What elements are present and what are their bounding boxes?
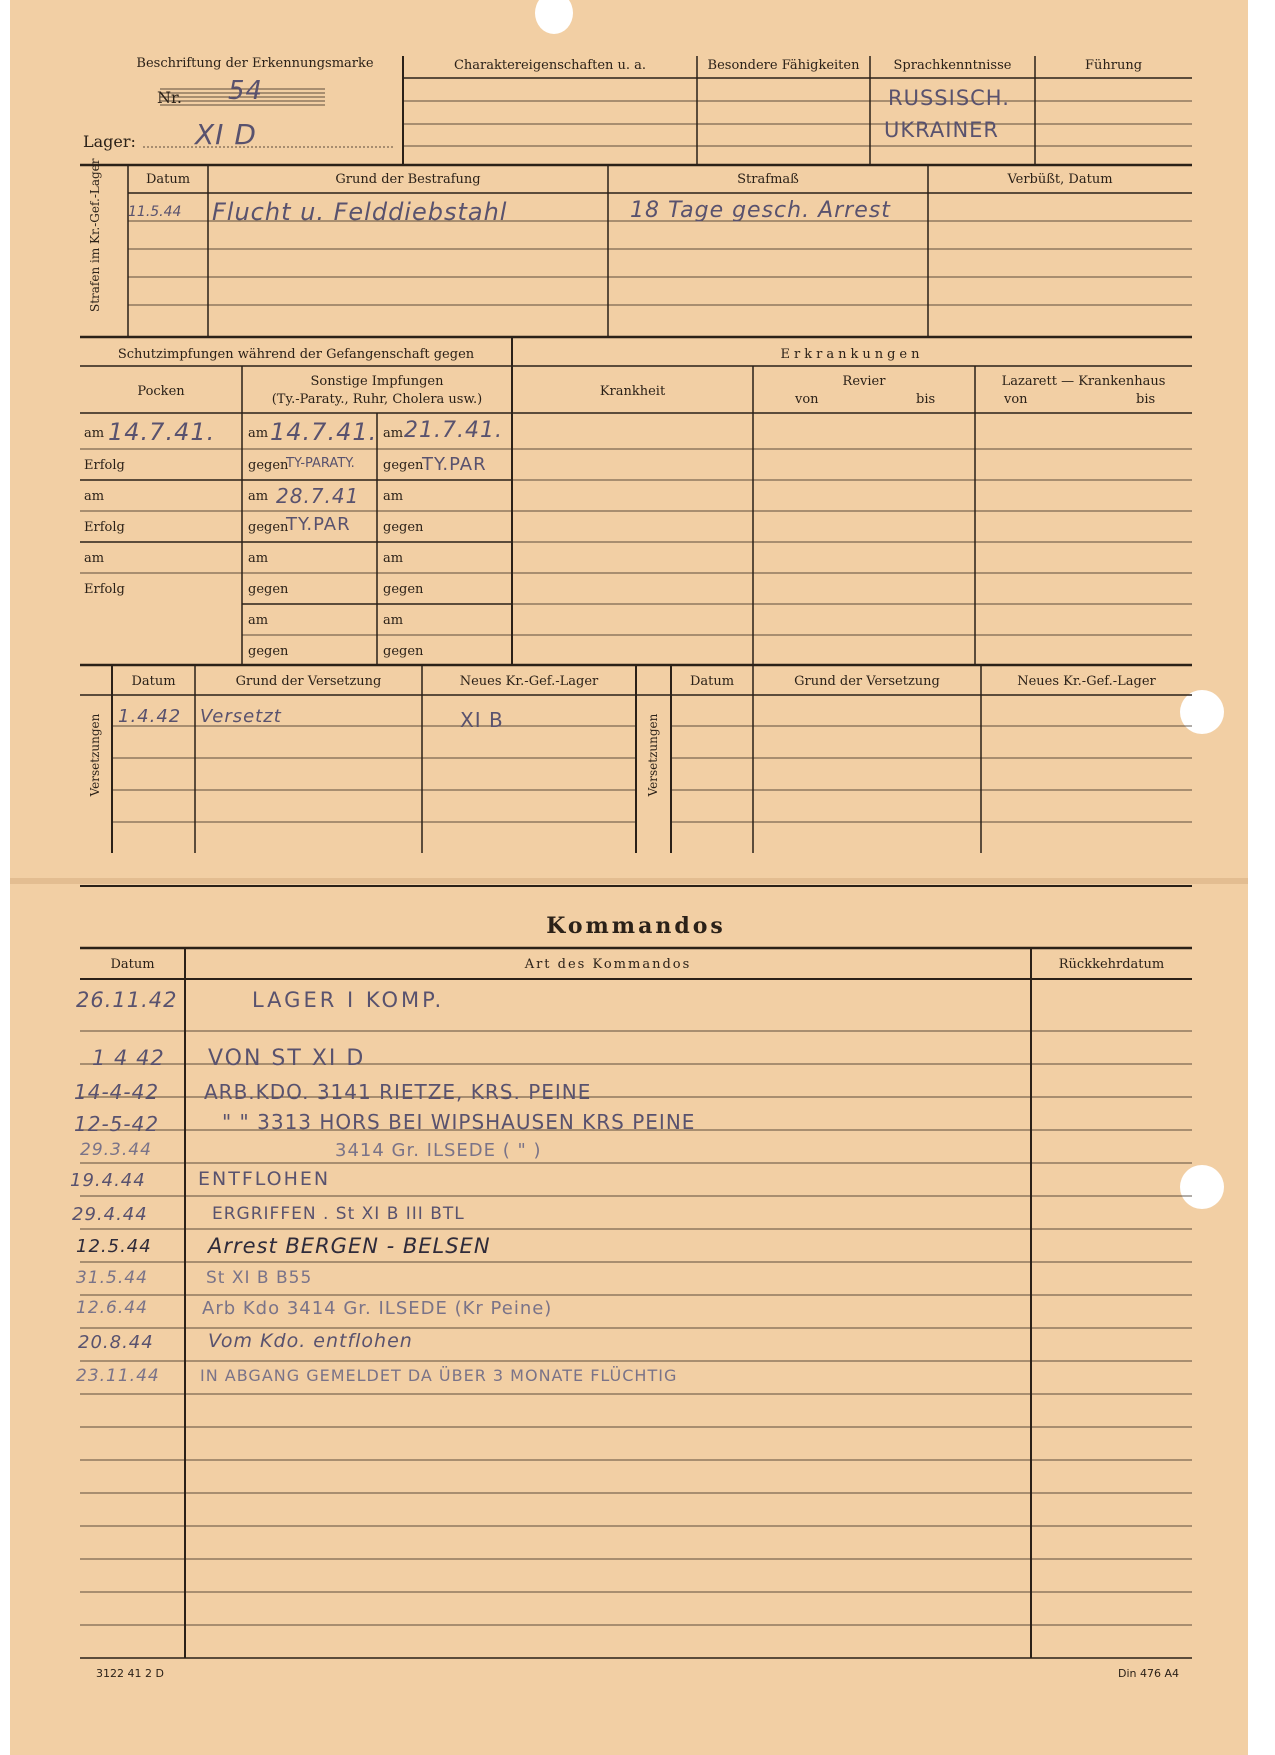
vers-right-header-lager: Neues Kr.-Gef.-Lager xyxy=(1017,674,1156,689)
kommandos-header-art: Art des Kommandos xyxy=(524,957,692,972)
vers-lager: XI B xyxy=(460,708,504,732)
s1-am-3-label: am xyxy=(248,551,269,566)
s1-gegen-2-value: TY.PAR xyxy=(286,514,351,535)
kommando-datum-2: 1 4 42 xyxy=(92,1046,165,1070)
s1-am-4-label: am xyxy=(248,613,269,628)
kommando-art-5: 3414 Gr. ILSEDE ( " ) xyxy=(335,1140,542,1161)
pocken-erfolg-3-label: Erfolg xyxy=(84,582,125,597)
sprach-value-1: RUSSISCH. xyxy=(888,86,1010,110)
sprach-value-2: UKRAINER xyxy=(884,118,1000,142)
versetzungen-side-label-right: Versetzungen xyxy=(646,713,660,797)
nr-value: 54 xyxy=(228,76,264,106)
faehigkeiten-label: Besondere Fähigkeiten xyxy=(707,58,860,73)
kommando-datum-9: 31.5.44 xyxy=(76,1268,148,1288)
fuehrung-label: Führung xyxy=(1084,58,1143,73)
s1-gegen-1-value: TY-PARATY. xyxy=(286,456,355,471)
s2-am-4-label: am xyxy=(383,613,404,628)
s2-gegen-3-label: gegen xyxy=(383,582,424,597)
strafen-datum: 11.5.44 xyxy=(128,204,182,220)
s1-am-2-value: 28.7.41 xyxy=(276,484,360,508)
kommandos-header-rueckkehr: Rückkehrdatum xyxy=(1058,957,1165,972)
kommando-art-1: LAGER I KOMP. xyxy=(252,988,445,1012)
pocken-erfolg-1-label: Erfolg xyxy=(84,458,125,473)
strafen-header-grund: Grund der Bestrafung xyxy=(335,172,481,187)
s1-gegen-3-label: gegen xyxy=(248,582,289,597)
s1-am-2-label: am xyxy=(248,489,269,504)
kommando-datum-4: 12-5-42 xyxy=(74,1112,160,1136)
kommando-datum-8: 12.5.44 xyxy=(76,1236,152,1257)
vers-right-header-datum: Datum xyxy=(689,674,735,689)
vers-left-header-lager: Neues Kr.-Gef.-Lager xyxy=(459,674,599,689)
kommando-art-8: Arrest BERGEN - BELSEN xyxy=(208,1234,491,1258)
pocken-label: Pocken xyxy=(137,384,185,399)
revier-von-label: von xyxy=(795,392,819,407)
kommando-datum-5: 29.3.44 xyxy=(80,1140,152,1160)
strafen-strafmass: 18 Tage gesch. Arrest xyxy=(630,198,891,223)
lager-value: XI D xyxy=(195,118,257,151)
s2-gegen-2-label: gegen xyxy=(383,520,424,535)
sonstige-label: Sonstige Impfungen xyxy=(310,374,444,389)
s2-gegen-1-label: gegen xyxy=(383,458,424,473)
vers-grund: Versetzt xyxy=(200,706,282,727)
kommando-art-7: ERGRIFFEN . St XI B III BTL xyxy=(212,1204,465,1224)
kommando-datum-3: 14-4-42 xyxy=(74,1080,160,1104)
s2-gegen-4-label: gegen xyxy=(383,644,424,659)
kommando-art-12: IN ABGANG GEMELDET DA ÜBER 3 MONATE FLÜCHTIG xyxy=(200,1366,678,1385)
kommando-datum-6: 19.4.44 xyxy=(70,1170,146,1191)
charakter-label: Charaktereigenschaften u. a. xyxy=(453,58,647,73)
strafen-grund: Flucht u. Felddiebstahl xyxy=(212,198,508,226)
kommando-art-4: " " 3313 HORS BEI WIPSHAUSEN KRS PEINE xyxy=(222,1110,696,1134)
lazarett-bis-label: bis xyxy=(1136,392,1156,407)
versetzungen-side-label-left: Versetzungen xyxy=(88,713,102,797)
kommando-datum-10: 12.6.44 xyxy=(76,1298,148,1318)
s1-am-1-label: am xyxy=(248,426,269,441)
kommando-datum-7: 29.4.44 xyxy=(72,1204,148,1225)
footer-din: Din 476 A4 xyxy=(1118,1667,1180,1680)
lazarett-label: Lazarett — Krankenhaus xyxy=(1001,374,1166,389)
strafen-header-verbuesst: Verbüßt, Datum xyxy=(1007,172,1113,187)
kommando-art-2: VON ST XI D xyxy=(208,1046,366,1071)
pocken-am-3-label: am xyxy=(84,551,105,566)
nr-label: Nr. xyxy=(157,88,182,107)
vers-datum: 1.4.42 xyxy=(118,706,182,727)
pocken-am-2-label: am xyxy=(84,489,105,504)
lazarett-von-label: von xyxy=(1004,392,1028,407)
kommandos-header-datum: Datum xyxy=(110,957,155,972)
strafen-side-label: Strafen im Kr.-Gef.-Lager xyxy=(88,158,102,312)
pocken-erfolg-2-label: Erfolg xyxy=(84,520,125,535)
revier-label: Revier xyxy=(842,374,886,389)
footer-form-number: 3122 41 2 D xyxy=(96,1667,164,1680)
lager-label: Lager: xyxy=(83,132,136,151)
s2-am-2-label: am xyxy=(383,489,404,504)
kommando-art-9: St XI B B55 xyxy=(206,1268,313,1288)
kommando-art-10: Arb Kdo 3414 Gr. ILSEDE (Kr Peine) xyxy=(202,1298,553,1319)
kommandos-title: Kommandos xyxy=(546,913,726,939)
vers-right-header-grund: Grund der Versetzung xyxy=(794,674,940,689)
kommando-art-3: ARB.KDO. 3141 RIETZE, KRS. PEINE xyxy=(204,1080,592,1104)
pocken-am-1-value: 14.7.41. xyxy=(108,418,216,446)
revier-bis-label: bis xyxy=(916,392,936,407)
s2-am-3-label: am xyxy=(383,551,404,566)
strafen-header-datum: Datum xyxy=(145,172,191,187)
impfungen-header: Schutzimpfungen während der Gefangenschaft gegen xyxy=(117,347,475,362)
sprach-label: Sprachkenntnisse xyxy=(893,58,1012,73)
sonstige-sub-label: (Ty.-Paraty., Ruhr, Cholera usw.) xyxy=(271,392,483,407)
erkrankungen-header: Erkrankungen xyxy=(780,347,924,362)
s1-gegen-2-label: gegen xyxy=(248,520,289,535)
vers-left-header-grund: Grund der Versetzung xyxy=(235,674,382,689)
kommando-art-6: ENTFLOHEN xyxy=(198,1168,331,1190)
pocken-am-1-label: am xyxy=(84,426,105,441)
strafen-header-strafmass: Strafmaß xyxy=(737,172,799,187)
s2-am-1-value: 21.7.41. xyxy=(404,418,503,443)
s1-gegen-4-label: gegen xyxy=(248,644,289,659)
kommando-datum-12: 23.11.44 xyxy=(76,1366,160,1386)
vers-left-header-datum: Datum xyxy=(131,674,176,689)
kommando-art-11: Vom Kdo. entflohen xyxy=(208,1330,413,1352)
s1-gegen-1-label: gegen xyxy=(248,458,289,473)
s2-gegen-1-value: TY.PAR xyxy=(422,454,487,475)
s1-am-1-value: 14.7.41. xyxy=(270,418,378,446)
kommando-datum-1: 26.11.42 xyxy=(76,988,178,1012)
kommando-datum-11: 20.8.44 xyxy=(78,1332,154,1353)
krankheit-label: Krankheit xyxy=(599,384,666,399)
s2-am-1-label: am xyxy=(383,426,404,441)
erkennungsmarke-label: Beschriftung der Erkennungsmarke xyxy=(136,56,374,71)
